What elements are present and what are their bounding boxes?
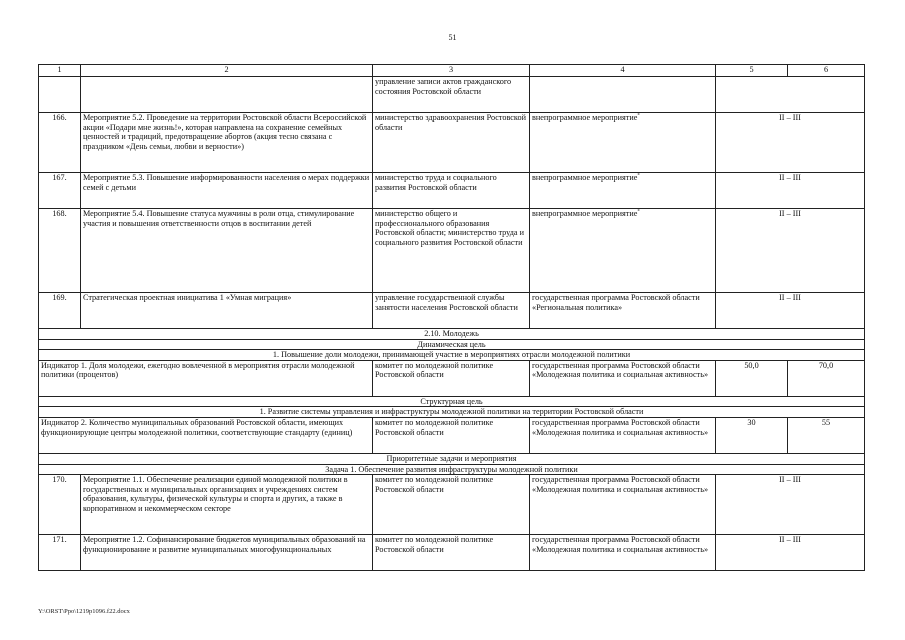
executor-cell: министерство здравоохранения Ростовской области: [373, 113, 530, 173]
source-cell: государственная программа Ростовской области «Молодежная политика и социальная активность»: [530, 535, 716, 571]
source-cell: государственная программа Ростовской области «Региональная политика»: [530, 293, 716, 329]
executor-cell: министерство труда и социального развития Ростовской области: [373, 173, 530, 209]
source-cell: внепрограммное мероприятие*: [530, 209, 716, 293]
measure-title: Стратегическая проектная инициатива 1 «Умная миграция»: [81, 293, 373, 329]
col-header-2: 2: [81, 65, 373, 77]
table-row-168: [39, 209, 865, 293]
page-number: 51: [448, 33, 457, 42]
section-title: 2.10. Молодежь: [39, 329, 865, 340]
col-header-3: 3: [373, 65, 530, 77]
period-cell: II – III: [716, 113, 865, 173]
goal-1-title: 1. Повышение доли молодежи, принимающей участие в мероприятиях отрасли молодежной политики: [39, 350, 865, 361]
table-row-166: [39, 113, 865, 173]
priority-tasks-title: Приоритетные задачи и мероприятия: [39, 453, 865, 464]
footnote-mark: *: [637, 113, 640, 119]
source-cell: государственная программа Ростовской области «Молодежная политика и социальная активность»: [530, 360, 716, 396]
source-cell: внепрограммное мероприятие*: [530, 173, 716, 209]
row-number: 168.: [39, 209, 81, 293]
indicator-row-1: [39, 360, 865, 396]
table-row-170: [39, 475, 865, 535]
col-header-1: 1: [39, 65, 81, 77]
dynamic-goal-label: Динамическая цель: [39, 339, 865, 350]
table-row-169: [39, 293, 865, 329]
goal-row: [39, 407, 865, 418]
table-row-171: [39, 535, 865, 571]
indicator-value-6: 70,0: [788, 360, 865, 396]
goal-row: [39, 350, 865, 361]
col-header-4: 4: [530, 65, 716, 77]
indicator-row-2: [39, 417, 865, 453]
executor-cell: комитет по молодежной политике Ростовской области: [373, 475, 530, 535]
row-number: 169.: [39, 293, 81, 329]
executor-cell: управление записи актов гражданского состояния Ростовской области: [373, 77, 530, 113]
row-number: 167.: [39, 173, 81, 209]
executor-cell: комитет по молодежной политике Ростовской области: [373, 535, 530, 571]
executor-cell: министерство общего и профессионального образования Ростовской области; министерство труда и социального развития Ростовской области: [373, 209, 530, 293]
table-row-167: [39, 173, 865, 209]
indicator-value-6: 55: [788, 417, 865, 453]
executor-cell: управление государственной службы занятости населения Ростовской области: [373, 293, 530, 329]
col-header-6: 6: [788, 65, 865, 77]
priority-row: [39, 453, 865, 464]
table-row-continued: [39, 77, 865, 113]
indicator-value-5: 50,0: [716, 360, 788, 396]
structural-goal-label: Структурная цель: [39, 396, 865, 407]
source-cell: внепрограммное мероприятие*: [530, 113, 716, 173]
indicator-title: Индикатор 2. Количество муниципальных образований Ростовской области, имеющих функционирующие центры молодежной политики, соответствующие стандарту (единиц): [39, 417, 373, 453]
period-cell: II – III: [716, 293, 865, 329]
period-cell: II – III: [716, 535, 865, 571]
column-numbers-row: [39, 65, 865, 77]
task-row: [39, 464, 865, 475]
goal-type-row: [39, 339, 865, 350]
col-header-5: 5: [716, 65, 788, 77]
executor-cell: комитет по молодежной политике Ростовской области: [373, 360, 530, 396]
period-cell: II – III: [716, 475, 865, 535]
executor-cell: комитет по молодежной политике Ростовской области: [373, 417, 530, 453]
footnote-mark: *: [637, 209, 640, 215]
task-1-title: Задача 1. Обеспечение развития инфраструктуры молодежной политики: [39, 464, 865, 475]
indicator-title: Индикатор 1. Доля молодежи, ежегодно вовлеченной в мероприятия отрасли молодежной политики (процентов): [39, 360, 373, 396]
footer-file-path: Y:\ORST\Ppo\1219p1096.f22.docx: [38, 608, 130, 615]
indicator-value-5: 30: [716, 417, 788, 453]
footnote-mark: *: [637, 173, 640, 179]
measure-title: Мероприятие 5.2. Проведение на территории Ростовской области Всероссийской акции «Подари мне жизнь!», которая направлена на сохранение семейных ценностей и традиций, предотвращение абортов (акция тесно связана с праздником «День семьи, любви и верности»): [81, 113, 373, 173]
measures-table: [38, 64, 865, 571]
row-number: 166.: [39, 113, 81, 173]
goal-2-title: 1. Развитие системы управления и инфраструктуры молодежной политики на территории Ростовской области: [39, 407, 865, 418]
source-cell: государственная программа Ростовской области «Молодежная политика и социальная активность»: [530, 417, 716, 453]
section-row: [39, 329, 865, 340]
source-cell: государственная программа Ростовской области «Молодежная политика и социальная активность»: [530, 475, 716, 535]
measure-title: Мероприятие 5.4. Повышение статуса мужчины в роли отца, стимулирование участия и повышения ответственности отцов в воспитании детей: [81, 209, 373, 293]
measure-title: Мероприятие 5.3. Повышение информированности населения о мерах поддержки семей с детьми: [81, 173, 373, 209]
measure-title: Мероприятие 1.2. Софинансирование бюджетов муниципальных образований на функционирование и развитие муниципальных многофункциональных: [81, 535, 373, 571]
row-number: 171.: [39, 535, 81, 571]
goal-type-row: [39, 396, 865, 407]
measure-title: Мероприятие 1.1. Обеспечение реализации единой молодежной политики в государственных и муниципальных организациях и учреждениях систем образования, культуры, физической культуры и спорта и других, а также в корпоративном и некоммерческом секторе: [81, 475, 373, 535]
period-cell: II – III: [716, 173, 865, 209]
row-number: 170.: [39, 475, 81, 535]
period-cell: II – III: [716, 209, 865, 293]
